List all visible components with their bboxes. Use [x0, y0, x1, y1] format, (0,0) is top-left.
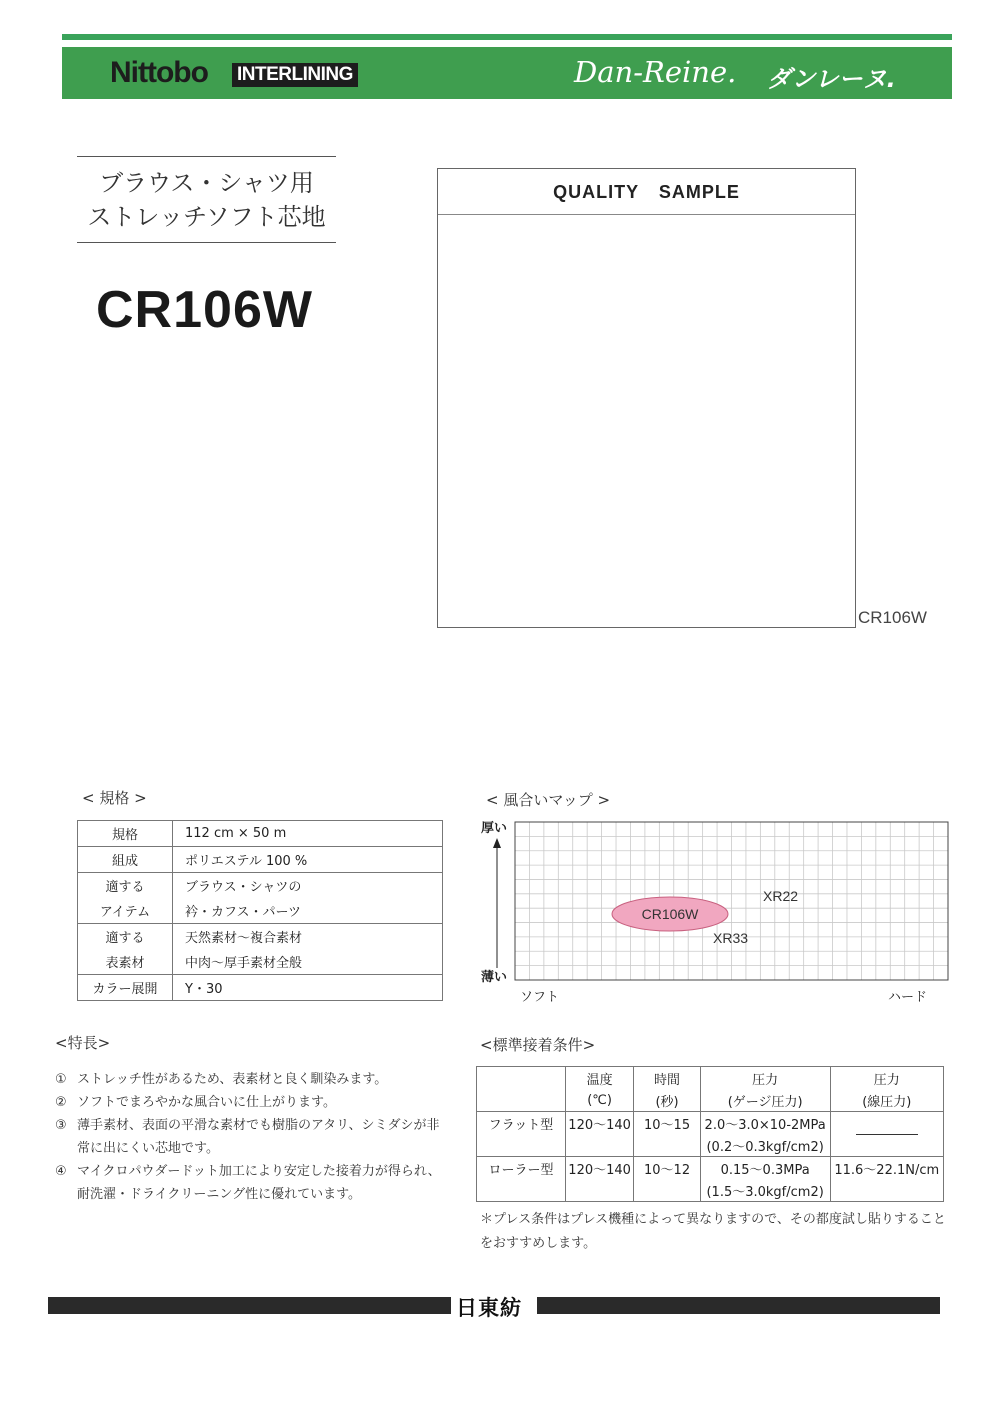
sample-code: CR106W [858, 608, 927, 627]
spec-value: ブラウス・シャツの [173, 873, 443, 899]
cond-header [477, 1067, 566, 1090]
features-title: <特長> [55, 1034, 111, 1052]
table-row [78, 847, 443, 873]
top-green-line [62, 34, 952, 40]
cond-time: 10～12 [634, 1157, 700, 1180]
spec-value: 天然素材～複合素材 [173, 924, 443, 950]
cond-label: ローラー型 [477, 1157, 566, 1180]
brand-tag: INTERLINING [232, 63, 358, 87]
press-note: ＊プレス条件はプレス機種によって異なりますので、その都度試し貼りすることをおすすめします。 [480, 1212, 946, 1251]
spec-label: 適する [78, 873, 173, 899]
cond-gauge-kgf: (1.5～3.0kgf/cm2) [700, 1179, 830, 1202]
product-usage [77, 166, 336, 234]
features-list [55, 1068, 447, 1206]
usage-top-rule [77, 156, 336, 157]
cond-header: 温度 [565, 1067, 633, 1090]
spec-label: 適する [78, 924, 173, 950]
map-x-left-label: ソフト [520, 990, 560, 1005]
map-y-bottom-label: 薄い [481, 970, 508, 985]
map-grid [515, 822, 948, 980]
table-row [78, 873, 443, 899]
quality-sample-box [437, 168, 856, 628]
product-line-logo: Dan-Reine. [574, 55, 737, 89]
spec-title: < 規格 > [82, 789, 147, 807]
cond-unit: (℃) [565, 1089, 633, 1112]
cond-header: 圧力 [830, 1067, 943, 1090]
cond-temp: 120～140 [565, 1157, 633, 1180]
feature-text: ソフトでまろやかな風合いに仕上がります。 [77, 1095, 336, 1110]
table-row [477, 1112, 944, 1135]
spec-label: 表素材 [78, 949, 173, 975]
spec-value: 衿・カフス・パーツ [173, 898, 443, 924]
cond-line-empty [830, 1112, 943, 1157]
conditions-table [476, 1066, 944, 1202]
empty-dash [856, 1134, 918, 1135]
feature-text: ストレッチ性があるため、表素材と良く馴染みます。 [77, 1072, 388, 1087]
cond-gauge: 2.0～3.0×10-2MPa [700, 1112, 830, 1135]
feature-number: ② [55, 1095, 67, 1110]
footer-company: 日東紡 [456, 1296, 522, 1320]
list-item [55, 1114, 447, 1160]
table-row [78, 975, 443, 1001]
feature-number: ④ [55, 1164, 67, 1179]
cond-unit: (線圧力) [830, 1089, 943, 1112]
point-xr33-label: XR33 [713, 930, 749, 946]
cond-header: 圧力 [700, 1067, 830, 1090]
map-y-top-label: 厚い [481, 821, 508, 836]
spec-value: Y・30 [173, 975, 443, 1001]
footer-bar-left [48, 1297, 451, 1314]
point-cr106w-label: CR106W [641, 906, 699, 922]
usage-bottom-rule [77, 242, 336, 243]
table-row [477, 1157, 944, 1180]
table-row [477, 1089, 944, 1112]
table-row [78, 949, 443, 975]
y-axis-arrow-head [493, 838, 501, 848]
point-xr22-label: XR22 [763, 888, 799, 904]
table-row [477, 1179, 944, 1202]
list-item [55, 1091, 447, 1114]
conditions-title: <標準接着条件> [480, 1036, 596, 1054]
feel-map-title: < 風合いマップ > [486, 791, 611, 809]
cond-temp: 120～140 [565, 1112, 633, 1135]
usage-line-1: ブラウス・シャツ用 [99, 169, 314, 197]
feature-text: 薄手素材、表面の平滑な素材でも樹脂のアタリ、シミダシが非常に出にくい芯地です。 [77, 1118, 440, 1156]
spec-table [77, 820, 443, 1001]
spec-label: 規格 [78, 821, 173, 847]
cond-label: フラット型 [477, 1112, 566, 1135]
sample-title: QUALITY SAMPLE [438, 169, 855, 215]
brand-logo: Nittobo [110, 56, 208, 89]
spec-value: ポリエステル 100 % [173, 847, 443, 873]
table-row [78, 821, 443, 847]
spec-value: 中肉～厚手素材全般 [173, 949, 443, 975]
feature-number: ③ [55, 1118, 67, 1133]
cond-gauge: 0.15～0.3MPa [700, 1157, 830, 1180]
table-row [78, 924, 443, 950]
cond-unit: (秒) [634, 1089, 700, 1112]
cond-line: 11.6～22.1N/cm [830, 1157, 943, 1180]
spec-label: アイテム [78, 898, 173, 924]
cond-unit: (ゲージ圧力) [700, 1089, 830, 1112]
spec-label: カラー展開 [78, 975, 173, 1001]
cond-gauge-kgf: (0.2～0.3kgf/cm2) [700, 1134, 830, 1157]
cond-unit [477, 1089, 566, 1112]
spec-value: 112 cm × 50 m [173, 821, 443, 847]
map-x-right-label: ハード [888, 990, 928, 1005]
feature-number: ① [55, 1072, 67, 1087]
product-line-kana: ダンレーヌ. [767, 65, 896, 93]
feel-map [470, 810, 960, 990]
header-banner [62, 47, 952, 99]
cond-header: 時間 [634, 1067, 700, 1090]
usage-line-2: ストレッチソフト芯地 [87, 203, 326, 231]
product-code: CR106W [96, 281, 313, 339]
cond-time: 10～15 [634, 1112, 700, 1135]
list-item [55, 1068, 447, 1091]
table-row [477, 1067, 944, 1090]
table-row [78, 898, 443, 924]
list-item [55, 1160, 447, 1206]
footer-bar-right [537, 1297, 940, 1314]
spec-label: 組成 [78, 847, 173, 873]
feature-text: マイクロパウダードット加工により安定した接着力が得られ、耐洗濯・ドライクリーニング性に優れています。 [77, 1164, 441, 1202]
